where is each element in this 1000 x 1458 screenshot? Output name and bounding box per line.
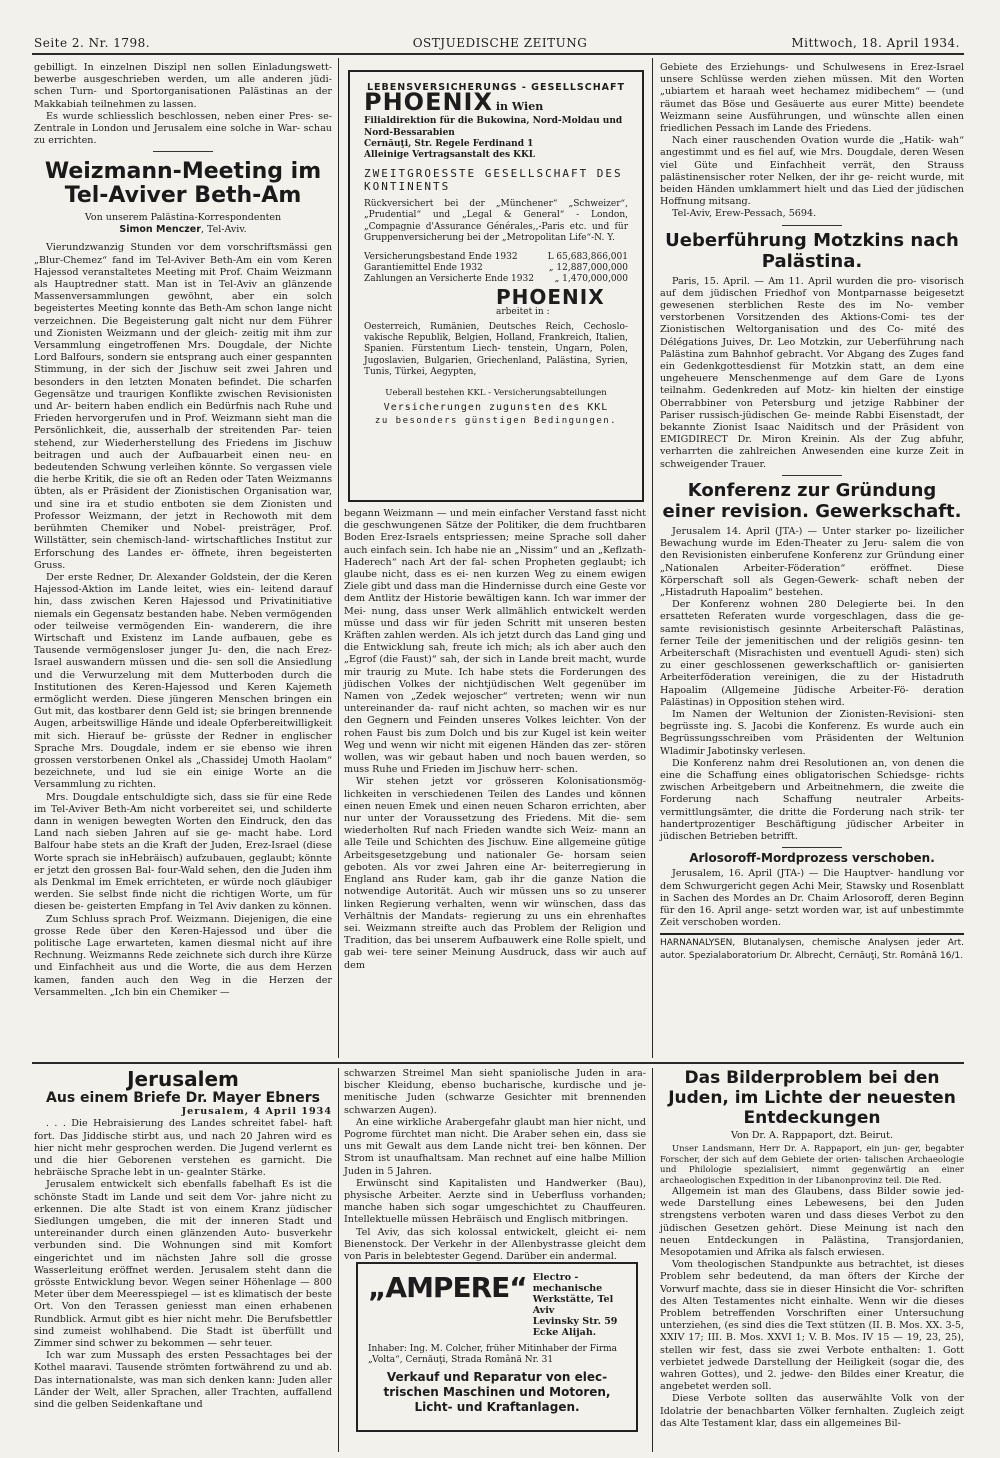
- divider: [782, 847, 842, 848]
- article-text: gebilligt. In einzelnen Diszipl nen sollen Einladungswett- bewerbe ausgeschrieben werden, um alle anderen jüdi- schen Turn- und Sportorganisationen Palästinas an der Makkabiah teilnehmen zu lassen.: [34, 62, 332, 110]
- article-text: Ich war zum Mussaph des ersten Pessachtages bei der Kothel maaravi. Tausende strömten fortwährend zu und ab. Das internationalste, was man sich denken kann: Juden aller Länder der Welt, aller Sprachen, aller Trachten, auffallend sind die gelben Seidenkaftane und: [34, 1350, 332, 1411]
- ad-stat-row: Zahlungen an Versicherte Ende 1932 „ 1,470,000,000: [364, 274, 628, 285]
- ad-brand-2: PHOENIX: [496, 284, 605, 309]
- divider: [782, 475, 842, 476]
- ad-countries: Oesterreich, Rumänien, Deutsches Reich, Cechoslo- vakische Republik, Belgien, Holland, Frankreich, Italien, Spanien. Fürstentum Liech- tenstein, Ungarn, Polen, Jugoslavien, Bulgarien, Griechenland, Palästina, Syrien, Tunis, Türkei, Aegypten,: [364, 322, 628, 377]
- ampere-owner: Inhaber: Ing. M. Colcher, früher Mitinhaber der Firma „Volta“, Cernăuţi, Strada Română Nr. 31: [368, 1344, 618, 1366]
- column-divider: [338, 58, 339, 1058]
- ad-stat-row: Versicherungsbestand Ende 1932 L 65,683,866,001: [364, 252, 628, 263]
- article-text: Nach einer rauschenden Ovation wurde die „Hatik- wah“ angestimmt und es fiel auf, wie Mrs. Dougdale, deren Wesen viel Güte und Einfachheit verrät, den Strauss palästinensischer roter Nelken, der ihr ge- reicht wurde, mit beiden Händen umklammert hielt und das Lied der jüdischen Hoffnung mitsang.: [660, 135, 964, 208]
- article-bilderproblem: [660, 1068, 964, 1452]
- article-text: Im Namen der Weltunion der Zionisten-Revisioni- sten begrüsste ing. S. Jacobi die Konferenz. Es wurde auch ein Begrüssungsschreiben vom Präsidenten der Weltunion Wladimir Jabotinsky verlesen.: [660, 708, 964, 757]
- subheadline-ebner: Aus einem Briefe Dr. Mayer Ebners: [46, 1090, 320, 1106]
- ad-stat-row: Garantiemittel Ende 1932 „ 12,887,000,000: [364, 263, 628, 274]
- ampere-line-2: Levinsky Str. 59: [532, 1316, 618, 1327]
- ad-footer-3: zu besonders günstigen Bedingungen.: [374, 416, 618, 427]
- ad-reinsurance: Rückversichert bei der „Münchener“ „Schweizer“, „Prudential“ und „Legal & General“ - London, „Compagnie d'Assurance Générales,,-Paris etc. und für Gruppenversicherung bei der „Metropolitan Life“-N. Y.: [364, 199, 628, 243]
- article-text: Allgemein ist man des Glaubens, dass Bilder sowie jed- wede Darstellung eines Lebewesens, bei den Juden strengstens verboten waren und dass dieses Verbot zu den jüdischen Gesetzen gehört. Diese Meinung ist nach den neuen Entdeckungen in Palästina, Transjordanien, Mesopotamien und Afrika als falsch erwiesen.: [660, 1186, 964, 1259]
- ad-laboratory: HARNANALYSEN, Blutanalysen, chemische Analysen jeder Art. autor. Spezialaboratorium Dr. Albrecht, Cernăuţi, Str. Română 16/1.: [660, 933, 964, 961]
- header-rule: [32, 53, 964, 55]
- column-left: [34, 62, 332, 1058]
- article-text: Es wurde schliesslich beschlossen, neben einer Pres- se-Zentrale in London und Jerusalem eine solche in War- schau zu errichten.: [34, 110, 332, 147]
- column-divider: [652, 58, 653, 1058]
- article-text: An eine wirkliche Arabergefahr glaubt man hier nicht, und Pogrome fürchtet man nicht. Die Araber sehen ein, dass sie uns mit Gewalt aus dem Lande nicht trei- ben können. Der Strom ist unaufhaltsam. Man rechnet auf eine halbe Million Juden in 5 Jahren.: [344, 1116, 646, 1177]
- ad-phoenix: [348, 70, 644, 502]
- ad-footer-2: Versicherungen zugunsten des KKL: [383, 402, 609, 414]
- article-text: Vom theologischen Standpunkte aus betrachtet, ist dieses Problem sehr bedeutend, da man öfters der Kirche der Vorwurf machte, dass sie in dieser Hinsicht die Vor- schriften des Alten Testamentes nicht einhalte. Wenn wir die dieses Problem betreffenden Vorschriften einer Untersuchung unterziehen, (es sind dies die Text stützen (II. B. Mos. XX. 3-5, XXIV 17; III. B. Mos. XXVI 1; V. B. Mos. IV 15 — 19, 23, 25), stellen wir fest, dass sie zwei Verbote enthalten: 1. Gott verbietet jedwede Darstellung der Heiligkeit (sogar die, des wahren Gottes), und 2. jedwe- den Bildes einer Kreatur, die angebetet werden soll.: [660, 1259, 964, 1393]
- article-text: Gebiete des Erziehungs- und Schulwesens in Erez-Israel unsere Schlüsse werden ziehen müssen. Mit den Worten „ubiartem et haraah weet hechamez midibechem“ — (und räumet das Böse und Gesäuerte aus eurer Mitte) beendete Weizmann seine Ausführungen, und wünschte allen einen friedlichen Pessach im Lande des Friedens.: [660, 62, 964, 135]
- ad-address: Cernăuţi, Str. Regele Ferdinand 1: [364, 138, 534, 149]
- article-text: Paris, 15. April. — Am 11. April wurden die pro- visorisch auf dem jüdischen Friedhof von Montparnasse beigesetzt gewesenen sterblichen Reste des im No- vember verstorbenen Vorsitzenden des Aktions-Comi- tes der Zionistischen Weltorganisation und des Co- mité des Délégations Juives, Dr. Leo Motzkin, zur Ueberführung nach Palästina zum Bahnhof gebracht. Vor Abgang des Zuges fand ein Gedenkgottesdienst für Motzkin statt, an dem eine ungeheuere Menschenmenge auf dem Gare de Lyons teilnahm. Gedenkreden auf Motz- kin hielten der einstige Oberrabbiner von Petersburg und jetzige Rabbiner der Pariser russisch-jüdischen Ge- meinde Rabbi Eisenstadt, der bekannte Zionist Isaac Naiditsch und der Präsident von EMIGDIRECT Dr. Miron Kreinin. Als der Zug abfuhr, verharrten die zahlreichen Anwesenden eine kurze Zeit in schweigender Trauer.: [660, 275, 964, 470]
- ampere-tagline-1: Verkauf und Reparatur von elec-: [386, 1370, 608, 1385]
- headline-weizmann: Weizmann-Meeting im Tel-Aviver Beth-Am: [44, 159, 322, 209]
- ampere-tagline-2: trischen Maschinen und Motoren,: [383, 1385, 611, 1400]
- signoff: Tel-Aviv, Erew-Pessach, 5694.: [672, 208, 817, 220]
- headline-motzkin: Ueberführung Motzkins nach Palästina.: [665, 229, 959, 272]
- ampere-tagline-3: Licht- und Kraftanlagen.: [414, 1400, 580, 1415]
- ad-second: ZWEITGROESSTE GESELLSCHAFT DES KONTINENTS: [364, 167, 623, 194]
- page-number: Seite 2. Nr. 1798.: [34, 36, 151, 50]
- article-text: Jerusalem 14. April (JTA-) — Unter starker po- lizeilicher Bewachung wurde im Eden-Theater zu Jeru- salem die von den Revisionisten einberufene Konferenz zur Gründung einer „Nationalen Arbeiter-Föderation“ eröffnet. Diese Körperschaft soll als Gegen-Gewerk- schaft neben der „Histadruth Hapoalim“ bestehen.: [660, 525, 964, 598]
- dateline: Jerusalem, 4 April 1934: [181, 1106, 332, 1118]
- ad-ampere: [356, 1262, 638, 1432]
- ampere-line-3: Ecke Alijah.: [532, 1327, 597, 1338]
- article-jerusalem-cont: [344, 1068, 646, 1263]
- ampere-line-1: Electro - mechanische Werkstätte, Tel Aviv: [532, 1272, 614, 1316]
- article-text: Diese Verbote sollten das auserwählte Volk von der Idolatrie der benachbarten Völker fernhalten. Zugleich zeigt das Alte Testament klar, dass ein allgemeines Bil-: [660, 1393, 964, 1429]
- headline-arlosoroff: Arlosoroff-Mordprozess verschoben.: [689, 851, 935, 866]
- section-divider: [32, 1062, 964, 1064]
- article-text: Jerusalem entwickelt sich ebenfalls fabelhaft Es ist die schönste Stadt im Lande und seit dem Vor- jahre nicht zu erkennen. Die alte Stadt ist von einem Kranz jüdischer Siedlungen umgeben, die mit der inneren Stadt und untereinander durch einen glänzenden Auto- busverkehr verbunden sind. Die Wohnungen sind mit Komfort eingerichtet und im nächsten Jahre soll die grosse Wasserleitung eröffnet werden. Jerusalem steht dann die grösste Entwicklung bevor. Wegen seiner Höhenlage — 800 Meter über dem Meeresspiegel — ist es klimatisch der beste Ort. Von den Terassen geniesst man einen erhabenen Rundblick. Armut gibt es hier nicht mehr. Die Berufsbettler sind zumeist wohlhabend. Die Stadt ist überfüllt und Zimmer sind schwer zu bekommen — sehr teuer.: [34, 1179, 332, 1350]
- article-text: Wir stehen jetzt vor grösseren Kolonisationsmög- lichkeiten in verschiedenen Teilen des Landes und können einen neuen Emek und einen neuen Scharon errichten, aber nur unter der Voraussetzung des Friedens. Mit die- sem wiederholten Ruf nach Frieden wandte sich Weiz- mann an alle Teile und Schichten des Jischuw. Eine allgemeine gütige Arbeitsgesetzgebung und nationaler Ge- horsam seien geboten. Als vor zwei Jahren eine Ar- beiterregierung in England ans Ruder kam, gab ihr die ganze Nation die notwendige Autorität. Auch wir müssen uns so zu unserer linken Regierung verhalten, wenn wir wünschen, dass das Verhältnis der Mandats- regierung zu uns ein ehrenhaftes sei. Weizmann streifte auch das Problem der Religion und Tradition, das bei unserem Aufbauwerk eine Rolle spielt, und gab wei- tere seiner Meinung Ausdruck, dass wir auch auf dem: [344, 776, 646, 971]
- article-text: Erwünscht sind Kapitalisten und Handwerker (Bau), physische Arbeiter. Aerzte sind in Ueberfluss vorhanden; manche haben sich sogar umgeschichtet zu Chauffeuren. Intellektuelle müssen Hebräisch und Englisch mitbringen.: [344, 1177, 646, 1226]
- ad-branch: Filialdirektion für die Bukowina, Nord-Moldau und Nord-Bessarabien: [364, 116, 623, 138]
- byline: Von unserem Palästina-Korrespondenten: [84, 212, 282, 224]
- column-right: [660, 62, 964, 1058]
- article-text: begann Weizmann — und mein einfacher Verstand fasst nicht die geschwungenen Sätze der Politiker, die dem fruchtbaren Boden Erez-Israels entspriessen; meine Sprache soll daher auch einfach sein. Ich habe nie an „Nissim“ und an „Keflzath-Haderech“ nach Art der fal- schen Propheten geglaubt; ich glaube nicht, dass es ei- nen kurzen Weg zu einem ewigen Ziele gibt und dass man die Hindernisse durch eine Geste vor dem Antlitz der Historie bewältigen kann. Ich war immer der Mei- nung, dass unser Werk allmählich entwickelt werden müsse und dass wir für jeden Schritt mit unseren besten Kräften zahlen werden. Als ich jetzt durch das Land ging und die Entwicklung sah, freute ich mich; als ich aber auch den „Egrof (die Faust)“ sah, der sich in Lande breit macht, wurde mir traurig zu Mute. Ich habe stets die Forderungen des jüdischen Volkes der nichtjüdischen Welt gegenüber im Namen von „Zedek wejoscher“ vertreten; wenn wir nun untereinander da- rauf nicht achten, so machen wir es nur den Gegnern und Feinden unseres Volkes leichter. Von der rohen Faust bis zum Dolch und bis zur Kugel ist kein weiter Weg und wenn wir nicht mit eigenen Händen das zer- stören wollen, was wir gebaut haben und noch bauen werden, so muss Ruhe und Frieden im Jischuw herr- schen.: [344, 508, 646, 776]
- headline-gewerkschaft: Konferenz zur Gründung einer revision. Gewerkschaft.: [662, 479, 962, 522]
- author-name: Simon Menczer: [119, 224, 201, 236]
- date-line: Mittwoch, 18. April 1934.: [791, 36, 960, 50]
- article-jerusalem: [34, 1068, 332, 1452]
- article-text: Der erste Redner, Dr. Alexander Goldstein, der die Keren Hajessod-Aktion im Lande leitet, wies ein- leitend darauf hin, dass zwischen Keren Hajessod und Privatinitiative niemals ein Gegensatz bestanden habe. Neben vermögenden oder teilweise vermögenden Ein- wanderern, die ihre Wirtschaft und Existenz im Lande aufbauen, gebe es Tausende vermögensloser junger Ju- den, die nach Erez-Israel auswandern müssen und die- sen soll die Ansiedlung und die Verwurzelung mit dem Mutterboden durch die Institutionen des Keren-Hajessod und Keren Kajemeth ermöglicht werden. Diese jüngeren Menschen bringen ein Gut mit, das kostbarer denn Geld ist; sie bringen brennende Augen, arbeitswillige Hände und ideale Opferbereitwilligkeit mit sich. Hierauf be- grüsste der Redner in englischer Sprache Mrs. Dougdale, indem er sie ebenso wie ihren grossen verstorbenen Onkel als „Chassidej Umoth Haolam“ bezeichnete, und lud sie ein einige Worte an die Versammlung zu richten.: [34, 571, 332, 791]
- article-text: Vierundzwanzig Stunden vor dem vorschriftsmässi gen „Blur-Chemez“ fand im Tel-Aviver Beth-Am ein vom Keren Hajessod veranstaltetes Meeting mit Prof. Chaim Weizmann als Hauptredner statt. Man ist in Tel-Aviv an glänzende Massenversammlungen gewöhnt, aber ein solch begeistertes Meeting konnte das Beth-Am schon lange nicht verzeichnen. Die Begeisterung galt nicht nur dem Führer und Zionisten Weizmann und der gleich- zeitig mit ihm zur Versammlung eingetroffenen Mrs. Dougdale, der Nichte Lord Balfours, sondern sie entsprang auch einer gespannten Stimmung, in der sich der Jischuw seit zwei Jahren und besonders in den letzten Monaten befindet. Die scharfen Gegensätze und traurigen Konflikte zwischen Revisionisten und Ar- beitern haben endlich ein Bedürfnis nach Ruhe und Frieden hervorgerufen und in Prof. Weizmann sieht man die Persönlichkeit, die, ausserhalb der streitenden Par- teien stehend, zur Wiederherstellung des Friedens im Jischuw beitragen und auch der Aufbauarbeit einen neu- en bedeutenden Schwung verleihen könnte. So vergassen viele die herbe Kritik, die sie oft an Reden oder Taten Weizmanns übten, als er Präsident der Zionistischen Organisation war, und sine ira et studio entboten sie dem Zionisten und Professor Weizmann, der jetzt in Rechowoth mit dem berühmten Chemiker und Nobel- preisträger, Prof. Willstätter, sein chemisch-land- wirtschaftliches Institut zur Erforschung des Landes er- öffnete, ihren begeisterten Gruss.: [34, 242, 332, 571]
- article-text: . . . Die Hebraisierung des Landes schreitet fabel- haft fort. Das Jiddische stirbt aus, und nach 20 Jahren wird es hier nicht mehr gesprochen werden. Die Jugend verlernt es und die hier Geborenen verstehen es garnicht. Die hebräische Sprache lebt in un- gealnter Stärke.: [34, 1118, 332, 1179]
- headline-jerusalem: Jerusalem: [127, 1067, 239, 1091]
- editor-note: Unser Landsmann, Herr Dr. A. Rappaport, ein jun- ger, begabter Forscher, der sich auf dem Gebiete der orien- talischen Archaeologie und Philologie spezialisiert, nimmt gegenwärtig an einer archaeologischen Expedition in der Libanonprovinz teil. Die Red.: [660, 1144, 964, 1186]
- masthead: OSTJUEDISCHE ZEITUNG: [412, 36, 588, 50]
- article-text: Der Konferenz wohnen 280 Delegierte bei. In den ersatteten Referaten wurde vorgeschlagen, dass die ge- samte revisionistisch gesinnte Arbeiterschaft Palästinas, ferner Teile der jemenitischen und der religiös gesinn- ten Arbeiterschaft (Misrachisten und eventuell Agudi- sten) sich zu einer geschlossenen gewerkschaftlich or- ganisierten Arbeiterföderation vereinigen, die zu der Histadruth Hapoalim (Allgemeine Jüdische Arbeiter-Fö- deration Palästinas) in Opposition stehen wird.: [660, 599, 964, 708]
- ad-works-in: arbeitet in :: [496, 306, 550, 317]
- ad-footer-1: Ueberall bestehen KKL - Versicherungsabteilungen: [385, 388, 607, 399]
- author-place: , Tel-Aviv.: [200, 224, 247, 236]
- article-text: Die Konferenz nahm drei Resolutionen an, von denen die eine die Schaffung eines obligatorischen Schiedsge- richts zwischen Arbeitgebern und Arbeitnehmern, die zweite die Forderung nach Schaffung neutraler Arbeits- vermittlungsämter, die dritte die Forderung nach strik- ter handertprozentiger Beschäftigung jüdischer Arbeiter in jüdischen Betrieben betrifft.: [660, 757, 964, 842]
- byline: Von Dr. A. Rappaport, dzt. Beirut.: [730, 1130, 894, 1141]
- ad-brand: PHOENIX: [364, 88, 493, 117]
- ad-stats: [364, 252, 628, 286]
- divider: [782, 225, 842, 226]
- column-divider: [652, 1068, 653, 1452]
- headline-bilderproblem: Das Bilderproblem bei den Juden, im Lichte der neuesten Entdeckungen: [668, 1068, 956, 1128]
- article-text: Tel Aviv, das sich kolossal entwickelt, gleicht ei- nem Bienenstock. Der Verkehr in der Allenbystrasse gleicht dem von Paris in belebtester Gegend. Darüber ein andermal.: [344, 1226, 646, 1263]
- column-middle: [344, 508, 646, 1058]
- article-text: Jerusalem, 16. April (JTA-) — Die Hauptver- handlung vor dem Schwurgericht gegen Achi Meir, Stawsky und Rosenblatt in Sachen des Mordes an Dr. Chaim Arlosoroff, deren Beginn für den 16. April ange- setzt worden war, ist auf unbestimmte Zeit verschoben worden.: [660, 868, 964, 929]
- ad-top-line: LEBENSVERSICHERUNGS - GESELLSCHAFT: [366, 82, 625, 93]
- divider: [153, 151, 213, 152]
- ad-kkl: Alleinige Vertragsanstalt des KKL: [364, 150, 536, 161]
- ampere-brand: „AMPERE“: [368, 1271, 527, 1304]
- article-text: Mrs. Dougdale entschuldigte sich, dass sie für eine Rede im Tel-Aviver Beth-Am nicht vorbereitet sei, und schilderte dann in wenigen bewegten Worten den Eindruck, den das Land nach sieben Jahren auf sie ge- macht habe. Lord Balfour habe stets an die Kraft der Juden, Erez-Israel (diese Worte sprach sie inHebräisch) aufzubauen, geglaubt; könnte er jetzt den grossen Bal- four-Wald sehen, den die Juden ihm als Denkmal im Emek errichteten, er würde noch gläubiger werden. Sie selbst finde nicht die richtigen Worte, um für diesen be- geisterten Empfang in Tel Aviv danken zu können.: [34, 791, 332, 913]
- article-text: schwarzen Streimel Man sieht spaniolische Juden in ara- bischer Kleidung, ebenso bucharische, kurdische und je- menitische Juden (schwarze Gesichter mit brennenden schwarzen Augen).: [344, 1068, 646, 1116]
- ad-brand-suffix: in Wien: [495, 100, 544, 114]
- article-text: Zum Schluss sprach Prof. Weizmann. Diejenigen, die eine grosse Rede über den Keren-Hajessod und über die politische Lage erwarteten, kamen diesmal nicht auf ihre Rechnung. Weizmanns Rede zeichnete sich durch ihre Kürze und Einfachheit aus und die Worte, die aus dem Herzen kamen, fanden auch den Weg in die Herzen der Versammelten. „Ich bin ein Chemiker —: [34, 913, 332, 998]
- column-divider: [338, 1068, 339, 1452]
